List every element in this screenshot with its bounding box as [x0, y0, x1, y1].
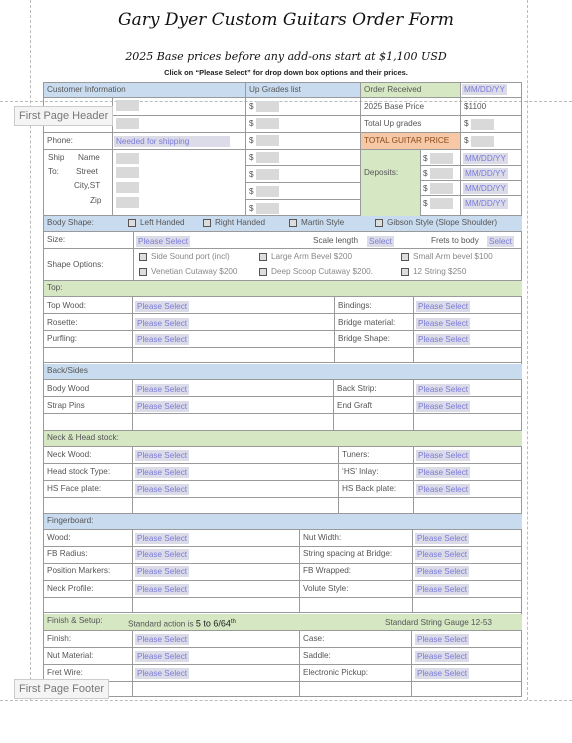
order-dollar: $	[464, 119, 469, 128]
grid-line	[44, 97, 522, 98]
rosette-select[interactable]: Please Select	[137, 319, 188, 328]
form-title: Gary Dyer Custom Guitars Order Form	[117, 10, 454, 30]
bridge-shape-select[interactable]: Please Select	[418, 335, 469, 344]
grid-line	[44, 248, 522, 249]
body-wood-select[interactable]: Please Select	[137, 385, 188, 394]
grid-line	[44, 529, 522, 530]
tuners-label: Tuners:	[342, 450, 370, 459]
bindings-select[interactable]: Please Select	[418, 302, 469, 311]
back-strip-label: Back Strip:	[337, 384, 377, 393]
deposit-amount-field[interactable]	[430, 183, 453, 194]
upgrade-price-field[interactable]	[256, 118, 279, 129]
deposit-dollar: $	[423, 154, 428, 163]
phone-label: Phone:	[47, 136, 73, 145]
grid-line	[44, 647, 522, 648]
grid-line	[44, 379, 522, 380]
grid-line	[44, 231, 522, 232]
string-spacing-label: String spacing at Bridge:	[303, 549, 393, 558]
grid-line	[44, 463, 522, 464]
order-received-label: Order Received	[361, 83, 460, 97]
fret-wire-label: Fret Wire:	[47, 668, 83, 677]
top-wood-label: Top Wood:	[47, 301, 86, 310]
deposit-dollar: $	[423, 169, 428, 178]
standard-action-note	[128, 616, 236, 631]
customer-field[interactable]	[116, 100, 139, 111]
deep-scoop-cutaway-label: Deep Scoop Cutaway $200.	[271, 267, 373, 276]
body-wood-label: Body Wood	[47, 384, 90, 393]
grid-line	[44, 330, 522, 331]
deposit-amount-field[interactable]	[430, 168, 453, 179]
form-subtitle: 2025 Base prices before any add-ons start at $1,100 USD	[125, 50, 447, 63]
upgrade-dollar: $	[249, 102, 254, 111]
bindings-label: Bindings:	[338, 301, 372, 310]
grid-line	[44, 446, 522, 447]
size-select[interactable]: Please Select	[138, 237, 189, 246]
right-handed-label: Right Handed	[215, 218, 266, 227]
upgrades-header: Up Grades list	[246, 83, 360, 97]
scale-length-label: Scale length	[313, 236, 359, 245]
scale-length-select[interactable]: Select	[369, 237, 392, 246]
fret-wire-select[interactable]: Please Select	[137, 669, 188, 678]
side-sound-port-label: Side Sound port (incl)	[151, 252, 230, 261]
upgrade-price-field[interactable]	[256, 101, 279, 112]
grid-line	[44, 664, 522, 665]
strap-pins-label: Strap Pins	[47, 401, 85, 410]
end-graft-select[interactable]: Please Select	[418, 402, 469, 411]
left-handed-checkbox[interactable]	[128, 219, 136, 227]
end-graft-label: End Graft	[337, 401, 373, 410]
grid-line	[44, 497, 522, 498]
upgrade-dollar: $	[249, 170, 254, 179]
upgrade-price-field[interactable]	[256, 169, 279, 180]
grid-line	[44, 681, 522, 682]
grid-line	[44, 580, 522, 581]
purfling-label: Purfling:	[47, 334, 78, 343]
first-page-footer-tag[interactable]: First Page Footer	[14, 679, 109, 699]
grid-line	[413, 447, 414, 514]
bridge-material-label: Bridge material:	[338, 318, 396, 327]
small-arm-bevel-label: Small Arm bevel $100	[413, 252, 493, 261]
bridge-shape-label: Bridge Shape:	[338, 334, 390, 343]
upgrade-dollar: $	[249, 153, 254, 162]
order-dollar: $	[464, 136, 469, 145]
grid-line	[44, 546, 522, 547]
hs-back-plate-select[interactable]: Please Select	[418, 485, 469, 494]
string-spacing-select[interactable]: Please Select	[417, 550, 468, 559]
grid-line	[334, 297, 335, 363]
back-sides-header: Back/Sides	[44, 364, 522, 379]
deposit-amount-field[interactable]	[430, 198, 453, 209]
grid-line	[299, 631, 300, 697]
total-guitar-price-label: TOTAL GUITAR PRICE	[361, 133, 460, 149]
deposit-date[interactable]: MM/DD/YY	[465, 199, 506, 208]
standard-action-value: 5 to 6/64	[195, 618, 231, 629]
hs-face-plate-select[interactable]: Please Select	[137, 485, 188, 494]
deposit-dollar: $	[423, 184, 428, 193]
neck-profile-label: Neck Profile:	[47, 584, 94, 593]
name-label: Name	[78, 153, 100, 162]
grid-line	[413, 297, 414, 363]
hs-inlay-label: ‘HS’ Inlay:	[342, 467, 379, 476]
grid-line	[333, 380, 334, 431]
top-wood-select[interactable]: Please Select	[137, 302, 188, 311]
deposit-amount-field[interactable]	[430, 153, 453, 164]
grid-line	[44, 149, 522, 150]
deep-scoop-cutaway-checkbox[interactable]	[259, 268, 267, 276]
large-arm-bevel-checkbox[interactable]	[259, 253, 267, 261]
electronic-pickup-label: Electronic Pickup:	[303, 668, 369, 677]
fb-radius-label: FB Radius:	[47, 549, 88, 558]
to-label: To:	[48, 167, 59, 176]
side-sound-port-checkbox[interactable]	[139, 253, 147, 261]
upgrade-dollar: $	[249, 204, 254, 213]
small-arm-bevel-checkbox[interactable]	[401, 253, 409, 261]
order-received-date[interactable]: MM/DD/YY	[464, 85, 505, 94]
saddle-label: Saddle:	[303, 651, 331, 660]
grid-line	[132, 447, 133, 514]
grid-line	[132, 530, 133, 613]
upgrade-price-field[interactable]	[256, 186, 279, 197]
grid-line	[44, 296, 522, 297]
total-upgrades-label: Total Up grades	[364, 119, 422, 128]
customer-field[interactable]	[116, 118, 139, 129]
page-margin-guide-right	[527, 0, 529, 700]
footer-guide-line	[0, 700, 572, 702]
hs-inlay-select[interactable]: Please Select	[418, 468, 469, 477]
instruction-text: Click on “Please Select” for drop down box options and their prices.	[164, 68, 408, 77]
nut-width-label: Nut Width:	[303, 533, 342, 542]
top-header: Top:	[44, 281, 522, 296]
head-stock-type-select[interactable]: Please Select	[137, 468, 188, 477]
phone-input[interactable]: Needed for shipping	[114, 136, 230, 147]
tuners-select[interactable]: Please Select	[418, 451, 469, 460]
ship-name-field[interactable]	[116, 153, 139, 164]
first-page-header-tag[interactable]: First Page Header	[14, 106, 113, 126]
position-markers-label: Position Markers:	[47, 566, 111, 575]
position-markers-select[interactable]: Please Select	[137, 567, 188, 576]
head-stock-type-label: Head stock Type:	[47, 467, 111, 476]
grid-line	[246, 165, 361, 166]
grid-line	[460, 150, 461, 216]
grid-line	[413, 380, 414, 431]
neck-header: Neck & Head stock:	[44, 431, 522, 446]
grid-line	[420, 165, 522, 166]
upgrade-price-field[interactable]	[256, 135, 279, 146]
city-label: City,ST	[74, 181, 101, 190]
deposits-label: Deposits:	[361, 150, 420, 216]
martin-style-checkbox[interactable]	[289, 219, 297, 227]
grid-line	[420, 180, 522, 181]
neck-wood-select[interactable]: Please Select	[137, 451, 188, 460]
purfling-select[interactable]: Please Select	[137, 335, 188, 344]
deposit-date[interactable]: MM/DD/YY	[465, 184, 506, 193]
deposit-date[interactable]: MM/DD/YY	[465, 169, 506, 178]
upgrade-dollar: $	[249, 119, 254, 128]
grid-line	[44, 313, 522, 314]
grid-line	[44, 630, 522, 631]
grid-line	[246, 199, 361, 200]
case-select[interactable]: Please Select	[417, 635, 468, 644]
twelve-string-checkbox[interactable]	[401, 268, 409, 276]
grid-line	[132, 297, 133, 363]
zip-label: Zip	[90, 196, 102, 205]
venetian-cutaway-label: Venetian Cutaway $200	[151, 267, 238, 276]
grid-line	[338, 447, 339, 514]
base-price-value: $1100	[464, 102, 487, 111]
saddle-select[interactable]: Please Select	[417, 652, 468, 661]
nut-material-select[interactable]: Please Select	[137, 652, 188, 661]
standard-action-text: Standard action is	[128, 619, 194, 629]
shape-options-label: Shape Options:	[47, 260, 104, 269]
gibson-style-checkbox[interactable]	[375, 219, 383, 227]
venetian-cutaway-checkbox[interactable]	[139, 268, 147, 276]
size-label: Size:	[47, 235, 66, 244]
nut-material-label: Nut Material:	[47, 651, 94, 660]
frets-to-body-label: Frets to body	[431, 236, 479, 245]
deposit-dollar: $	[423, 199, 428, 208]
customer-info-header: Customer Information	[44, 83, 245, 97]
neck-wood-label: Neck Wood:	[47, 450, 92, 459]
frets-to-body-select[interactable]: Select	[489, 237, 512, 246]
grid-line	[246, 182, 361, 183]
case-label: Case:	[303, 634, 325, 643]
right-handed-checkbox[interactable]	[203, 219, 211, 227]
grid-line	[44, 396, 522, 397]
fb-wrapped-select[interactable]: Please Select	[417, 567, 468, 576]
string-gauge-note: Standard String Gauge 12-53	[385, 618, 492, 627]
volute-style-label: Volute Style:	[303, 584, 349, 593]
fingerboard-header: Fingerboard:	[44, 514, 522, 529]
grid-line	[44, 413, 522, 414]
street-label: Street	[76, 167, 98, 176]
left-handed-label: Left Handed	[140, 218, 185, 227]
bridge-material-select[interactable]: Please Select	[418, 319, 469, 328]
upgrade-dollar: $	[249, 136, 254, 145]
grid-line	[44, 597, 522, 598]
electronic-pickup-select[interactable]: Please Select	[417, 669, 468, 678]
nut-width-select[interactable]: Please Select	[417, 534, 468, 543]
volute-style-select[interactable]: Please Select	[417, 585, 468, 594]
fb-radius-select[interactable]: Please Select	[137, 550, 188, 559]
finish-select[interactable]: Please Select	[137, 635, 188, 644]
base-price-label: 2025 Base Price	[364, 102, 425, 111]
rosette-label: Rosette:	[47, 318, 78, 327]
body-shape-title: Body Shape:	[47, 218, 94, 227]
martin-style-label: Martin Style	[301, 218, 345, 227]
grid-line	[460, 83, 461, 150]
upgrade-price-field[interactable]	[256, 152, 279, 163]
neck-profile-select[interactable]: Please Select	[137, 585, 188, 594]
total-upgrades-field[interactable]	[471, 119, 494, 130]
ship-zip-field[interactable]	[116, 197, 139, 208]
hs-back-plate-label: HS Back plate:	[342, 484, 397, 493]
strap-pins-select[interactable]: Please Select	[137, 402, 188, 411]
grid-line	[132, 380, 133, 431]
hs-face-plate-label: HS Face plate:	[47, 484, 102, 493]
large-arm-bevel-label: Large Arm Bevel $200	[271, 252, 353, 261]
grid-line	[420, 195, 522, 196]
grid-line	[44, 115, 522, 116]
fb-wood-select[interactable]: Please Select	[137, 534, 188, 543]
twelve-string-label: 12 String $250	[413, 267, 467, 276]
grid-line	[420, 150, 421, 216]
gibson-style-label: Gibson Style (Slope Shoulder)	[387, 218, 498, 227]
fb-wood-label: Wood:	[47, 533, 71, 542]
ship-street-field[interactable]	[116, 167, 139, 178]
grid-line	[44, 347, 522, 348]
grid-line	[299, 530, 300, 613]
ship-city-field[interactable]	[116, 182, 139, 193]
upgrade-price-field[interactable]	[256, 203, 279, 214]
finish-label: Finish:	[47, 634, 72, 643]
grid-line	[411, 631, 412, 697]
grid-line	[44, 563, 522, 564]
back-strip-select[interactable]: Please Select	[418, 385, 469, 394]
ship-label: Ship	[48, 153, 65, 162]
page-margin-guide-left	[0, 0, 31, 700]
grid-line	[412, 530, 413, 613]
grid-line	[132, 631, 133, 697]
total-price-field[interactable]	[471, 136, 494, 147]
grid-line	[44, 480, 522, 481]
grid-line	[133, 232, 134, 281]
fb-wrapped-label: FB Wrapped:	[303, 566, 352, 575]
finish-title: Finish & Setup:	[47, 616, 103, 625]
upgrade-dollar: $	[249, 187, 254, 196]
deposit-date[interactable]: MM/DD/YY	[465, 154, 506, 163]
standard-action-sup: th	[230, 619, 236, 625]
